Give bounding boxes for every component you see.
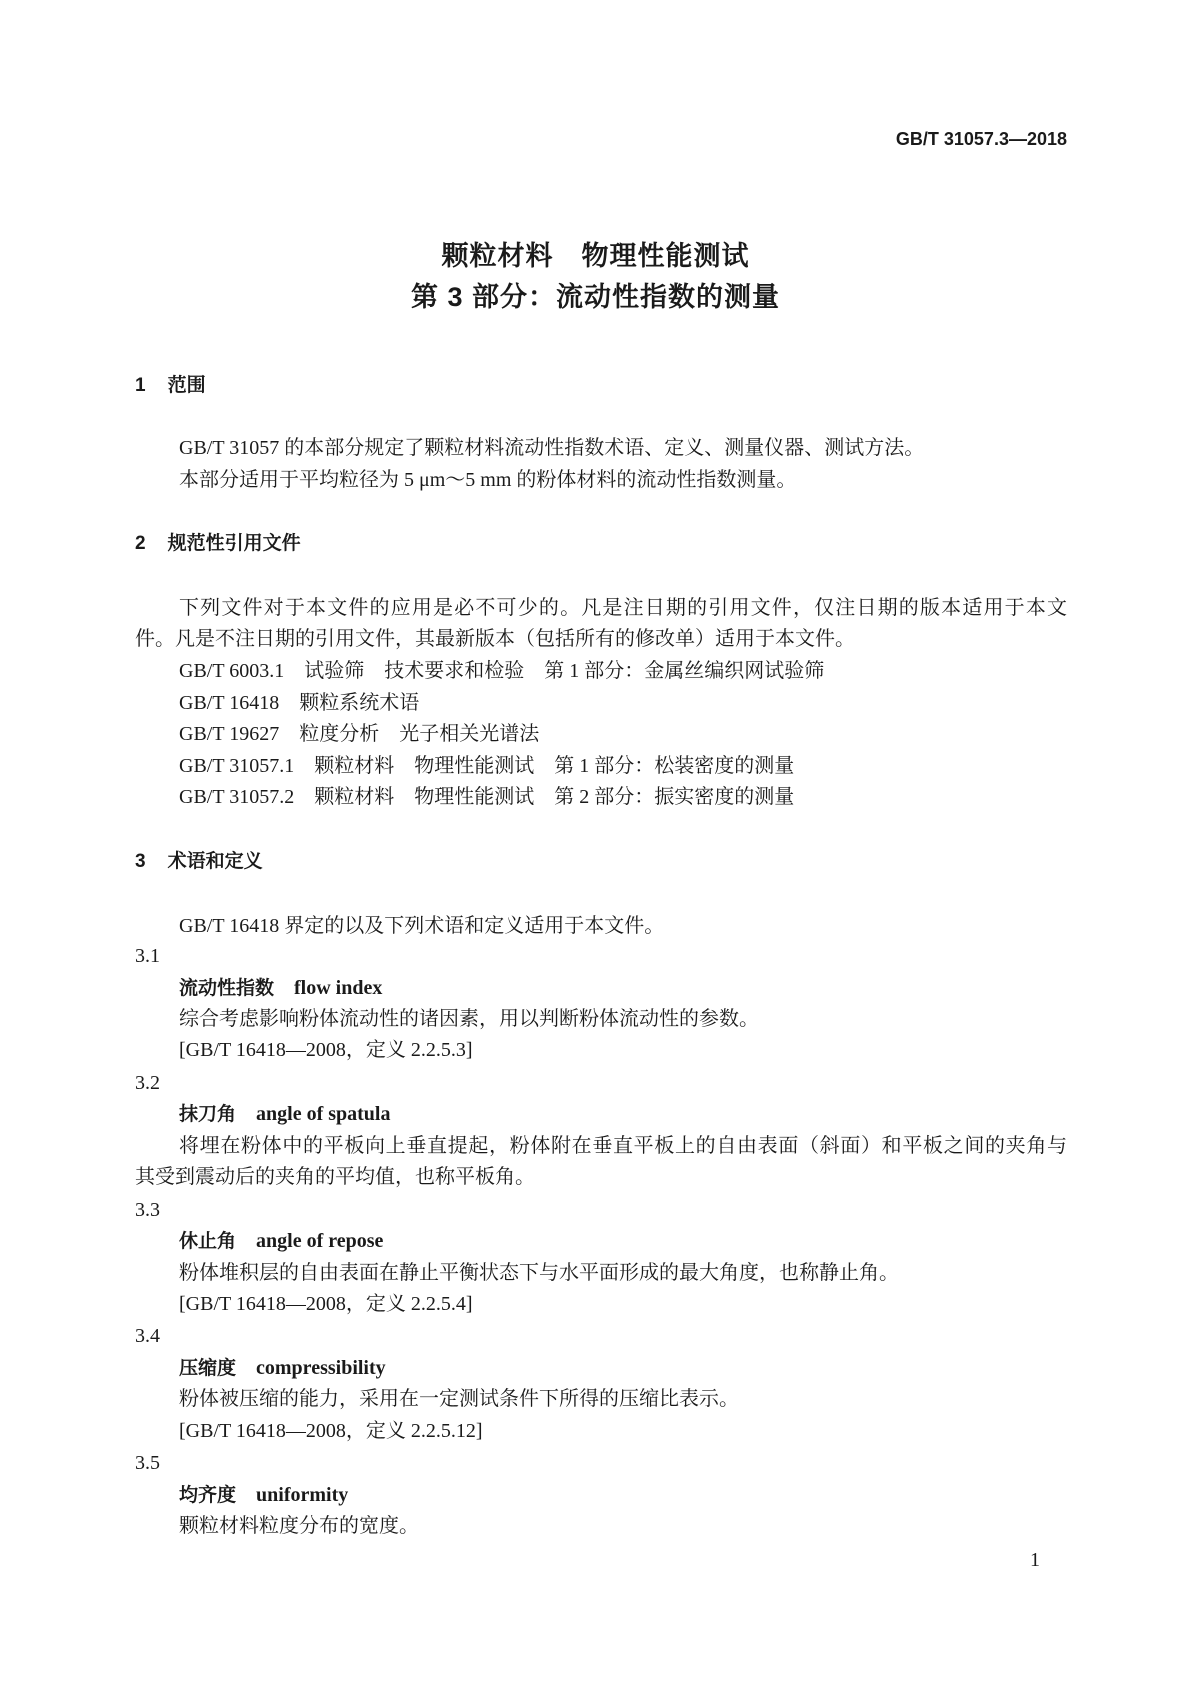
term-heading — [179, 1102, 390, 1127]
section-number: 3 — [135, 851, 146, 872]
section-number: 1 — [135, 375, 146, 396]
document-title-line2: 第 3 部分：流动性指数的测量 — [410, 282, 781, 312]
term-source: [GB/T 16418—2008，定义 2.2.5.3] — [179, 1039, 473, 1061]
term-zh: 流动性指数 — [179, 978, 275, 999]
section-title: 术语和定义 — [167, 851, 263, 872]
term-number: 3.1 — [135, 945, 160, 967]
paragraph: 本部分适用于平均粒径为 5 μm～5 mm 的粉体材料的流动性指数测量。 — [179, 469, 797, 491]
term-heading — [179, 1356, 386, 1381]
paragraph: GB/T 16418 界定的以及下列术语和定义适用于本文件。 — [179, 915, 665, 937]
standard-number: GB/T 31057.3—2018 — [895, 129, 1067, 149]
section-number: 2 — [135, 533, 146, 554]
term-en: uniformity — [256, 1484, 349, 1506]
term-number: 3.4 — [135, 1325, 160, 1347]
document-title-line1: 颗粒材料 物理性能测试 — [441, 241, 750, 271]
term-number: 3.3 — [135, 1199, 160, 1221]
section-heading — [135, 532, 301, 556]
section-title: 规范性引用文件 — [167, 533, 301, 554]
term-zh: 均齐度 — [179, 1485, 237, 1506]
term-en: compressibility — [256, 1357, 386, 1379]
section-title: 范围 — [167, 375, 206, 396]
term-definition: 将埋在粉体中的平板向上垂直提起，粉体附在垂直平板上的自由表面（斜面）和平板之间的夹角与 — [179, 1135, 1067, 1157]
section-heading — [135, 374, 206, 398]
paragraph-line: 件。凡是不注日期的引用文件，其最新版本（包括所有的修改单）适用于本文件。 — [135, 628, 855, 650]
term-en: flow index — [294, 977, 383, 999]
section-heading — [135, 850, 263, 874]
term-source: [GB/T 16418—2008，定义 2.2.5.4] — [179, 1293, 473, 1315]
reference-item: GB/T 6003.1 试验筛 技术要求和检验 第 1 部分：金属丝编织网试验筛 — [179, 660, 825, 682]
reference-item: GB/T 31057.2 颗粒材料 物理性能测试 第 2 部分：振实密度的测量 — [179, 786, 795, 808]
term-zh: 抹刀角 — [179, 1104, 237, 1125]
term-en: angle of repose — [256, 1230, 384, 1252]
term-number: 3.5 — [135, 1452, 160, 1474]
term-zh: 压缩度 — [179, 1358, 237, 1379]
term-definition: 颗粒材料粒度分布的宽度。 — [179, 1515, 419, 1537]
reference-item: GB/T 19627 粒度分析 光子相关光谱法 — [179, 723, 540, 745]
term-zh: 休止角 — [179, 1231, 237, 1252]
paragraph: GB/T 31057 的本部分规定了颗粒材料流动性指数术语、定义、测量仪器、测试方法。 — [179, 437, 925, 459]
reference-item: GB/T 31057.1 颗粒材料 物理性能测试 第 1 部分：松装密度的测量 — [179, 755, 795, 777]
term-definition: 综合考虑影响粉体流动性的诸因素，用以判断粉体流动性的参数。 — [179, 1008, 759, 1030]
term-heading — [179, 976, 382, 1001]
term-definition: 粉体被压缩的能力，采用在一定测试条件下所得的压缩比表示。 — [179, 1388, 739, 1410]
paragraph-line: 下列文件对于本文件的应用是必不可少的。凡是注日期的引用文件，仅注日期的版本适用于本文 — [179, 597, 1067, 619]
term-heading — [179, 1229, 383, 1254]
term-source: [GB/T 16418—2008，定义 2.2.5.12] — [179, 1420, 483, 1442]
term-heading — [179, 1483, 348, 1508]
term-number: 3.2 — [135, 1072, 160, 1094]
term-en: angle of spatula — [256, 1103, 391, 1125]
term-definition: 其受到震动后的夹角的平均值，也称平板角。 — [135, 1166, 535, 1188]
page-number: 1 — [1030, 1549, 1040, 1571]
term-definition: 粉体堆积层的自由表面在静止平衡状态下与水平面形成的最大角度，也称静止角。 — [179, 1262, 899, 1284]
reference-item: GB/T 16418 颗粒系统术语 — [179, 692, 420, 714]
